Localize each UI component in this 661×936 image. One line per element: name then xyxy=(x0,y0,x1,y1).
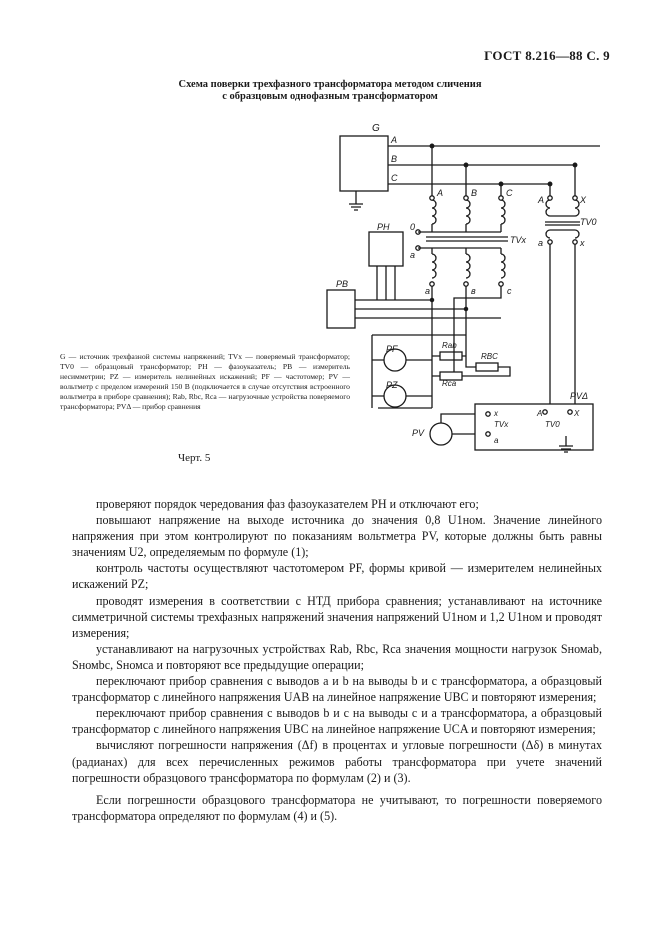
label-zero: 0 xyxy=(410,222,416,232)
pv-meter xyxy=(430,423,452,445)
label-pb: PB xyxy=(336,279,349,289)
body-text xyxy=(72,496,602,824)
label-rca: Rca xyxy=(442,379,457,388)
label-ph: PH xyxy=(377,222,390,232)
tv0-out xyxy=(550,244,575,404)
rbc-load xyxy=(476,363,498,371)
label-pv: PV xyxy=(412,428,425,438)
label-primary-b: B xyxy=(471,188,478,198)
paragraph-6: переключают прибор сравнения с выводов a и b на выводы b и c трансформатора, а образцовый трансформатор с линейного напряжения UAB на линейное напряжение UBC и повторяют измерения; xyxy=(72,674,602,705)
page-header: ГОСТ 8.216—88 С. 9 xyxy=(484,48,610,63)
label-cmp-a0: A xyxy=(537,409,543,418)
label-cmp-tv0: TV0 xyxy=(545,420,560,429)
legend-line-3: PZ — измеритель нелинейных искажений; PF — частотомер; PV — вольтметр с пределом xyxy=(60,372,350,391)
label-pvd: PVΔ xyxy=(570,391,589,401)
legend-line-5: Rab, Rbc, Rca — нагрузочные устройства поверяемого трансформатора; PVΔ — прибор сравнения xyxy=(60,392,350,411)
ph-box xyxy=(369,232,403,266)
coil-primary-c xyxy=(501,200,505,224)
coil-secondary-b xyxy=(466,254,470,278)
label-tv0: TV0 xyxy=(580,217,597,227)
legend-line-4: измерений 150 В (подключается в случае отсутствия встроенного вольтметра в приборе сравнения); xyxy=(60,382,350,401)
label-cmp-tvx: TVx xyxy=(494,420,509,429)
tvx-core xyxy=(426,237,508,241)
label-bus-b: B xyxy=(391,154,398,164)
legend-line-1: G — источник трехфазной системы напряжений; TVх — поверяемый трансформатор; xyxy=(60,352,350,361)
label-pz: PZ xyxy=(386,380,398,390)
figure-legend xyxy=(60,352,350,412)
label-a-small: a xyxy=(410,250,416,260)
figure-caption: Черт. 5 xyxy=(178,452,211,464)
source-g-box xyxy=(340,136,388,191)
pb-wires xyxy=(355,300,501,318)
label-g: G xyxy=(372,123,380,134)
coil-tv0-primary xyxy=(546,200,579,216)
coil-primary-b xyxy=(466,200,470,224)
comparator-ground xyxy=(559,436,573,452)
label-secondary-b: в xyxy=(471,286,476,296)
figure-title-line-2: с образцовым однофазным трансформатором xyxy=(222,91,438,102)
ph-wires xyxy=(377,266,395,300)
paragraph-1: проверяют порядок чередования фаз фазоуказателем PH и отключают его; xyxy=(96,497,479,511)
source-ground xyxy=(349,191,363,210)
label-secondary-c: c xyxy=(507,286,512,296)
label-tv0-a: A xyxy=(538,195,545,205)
label-rab: Rab xyxy=(442,341,457,350)
label-tvx: TVx xyxy=(510,235,527,245)
label-tv0-sec-x: x xyxy=(580,238,585,248)
paragraph-5: устанавливают на нагрузочных устройствах Rab, Rbc, Rca значения мощности нагрузок Sномab, Sномbc, Sномca и повторяют все предыдущие операции; xyxy=(72,641,602,672)
label-cmp-x: x xyxy=(494,409,498,418)
label-bus-c: C xyxy=(391,173,398,183)
coil-secondary-a xyxy=(432,254,436,278)
paragraph-9: Если погрешности образцового трансформатора не учитывают, то погрешности поверяемого трансформатора определяют по формулам (4) и (5). xyxy=(72,792,602,823)
coil-primary-a xyxy=(432,200,436,224)
figure-title-line-1: Схема поверки трехфазного трансформатора методом сличения xyxy=(178,79,482,90)
label-secondary-a: a xyxy=(425,286,431,296)
coil-tv0-secondary xyxy=(546,230,579,238)
secondary-neutral xyxy=(418,248,501,254)
label-cmp-x0: X xyxy=(574,409,580,418)
label-tv0-sec-a: a xyxy=(538,238,544,248)
label-rbc: RBC xyxy=(481,352,498,361)
label-pf: PF xyxy=(386,344,398,354)
paragraph-8: вычисляют погрешности напряжения (Δf) в процентах и угловые погрешности (Δδ) в минутах (радианах) для всех перечисленных режимов работы трансформатора при учете значений погрешности образцового трансформатора по формулам (2) и (3). xyxy=(72,738,602,785)
paragraph-2: повышают напряжение на выходе источника до значения 0,8 U1ном. Значение линейного напряжения при этом контролируют по показаниям вольтметра PV, которые должны быть равны значениям U2, определяемым по формуле (1); xyxy=(72,513,602,560)
tv0-core xyxy=(545,222,580,225)
pb-box xyxy=(327,290,355,328)
legend-line-2: TV0 — образцовый трансформатор; PH — фазоуказатель; PB — измеритель несимметрии; xyxy=(60,362,350,381)
label-bus-a: A xyxy=(391,135,398,145)
paragraph-4: проводят измерения в соответствии с НТД прибора сравнения; устанавливают на источнике симметричной системы трехфазных напряжений значения напряжений U1ном и 1,2 U1ном и проводят измерения; xyxy=(72,593,602,640)
rab-load xyxy=(440,352,462,360)
label-primary-a: A xyxy=(437,188,444,198)
coil-secondary-c xyxy=(501,254,505,278)
paragraph-7: переключают прибор сравнения с выводов b и c на выводы c и a трансформатора, а образцовый трансформатор с линейного напряжения UBC на линейное напряжение UCA и повторяют измерения; xyxy=(72,706,602,737)
label-cmp-a: a xyxy=(494,436,499,445)
label-primary-c: C xyxy=(506,188,513,198)
paragraph-3: контроль частоты осуществляют частотомером PF, формы кривой — измерителем нелинейных искажений PZ; xyxy=(72,561,602,592)
label-tv0-x: X xyxy=(580,195,587,205)
